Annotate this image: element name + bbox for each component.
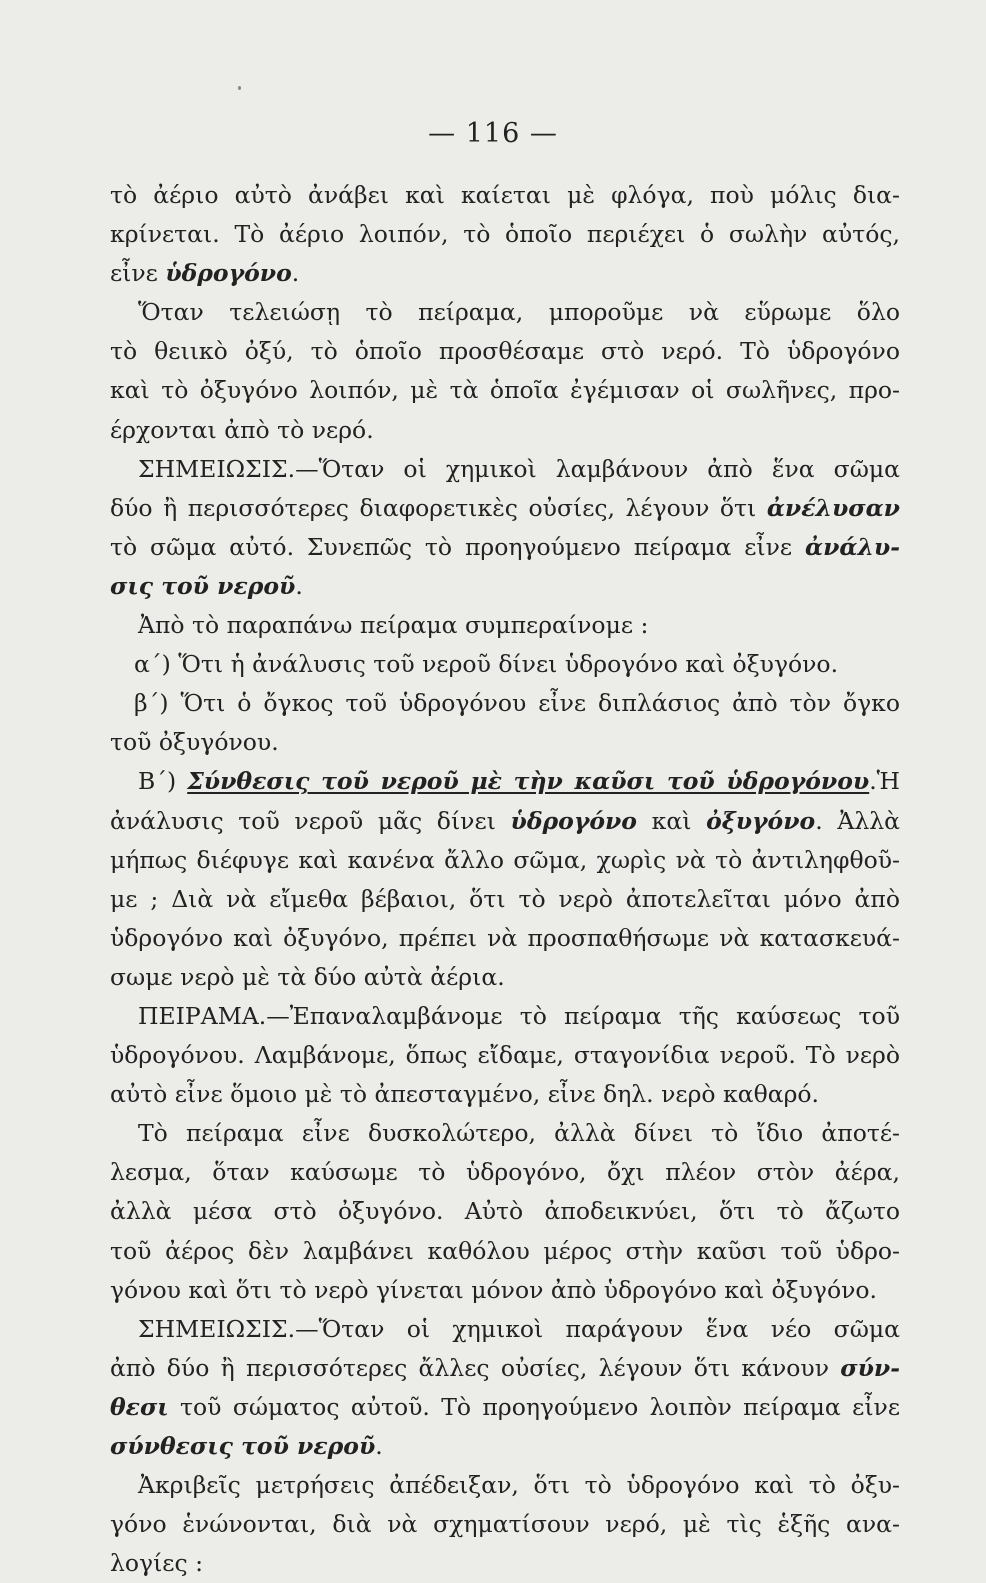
text-run: καὶ [636,806,707,835]
text-run: ὑδρογόνο καὶ ὀξυγόνο, πρέπει νὰ προσπαθήσωμε νὰ κατασκευά- [110,923,900,952]
text-line [110,1153,900,1192]
text-run: ΠΕΙΡΑΜΑ.—Ἐπαναλαμβάνομε τὸ πείραμα τῆς καύσεως τοῦ [138,1001,900,1030]
text-line [110,332,900,371]
text-run: ἀλλὰ μέσα στὸ ὀξυγόνο. Αὐτὸ ἀποδεικνύει, ὅτι τὸ ἄζωτο [110,1197,900,1226]
text-run: ἀνάλυσις τοῦ νεροῦ μᾶς δίνει [110,806,511,835]
text-line [110,293,900,332]
text-line [110,371,900,410]
text-line [110,919,900,958]
emphasis-text: σύνθεσις τοῦ νεροῦ [110,1432,376,1460]
text-line [110,1114,900,1153]
text-run: τοῦ σώματος αὐτοῦ. Τὸ προηγούμενο λοιπὸν πείραμα εἶνε [168,1392,900,1421]
emphasis-text: Σύνθεσις τοῦ νεροῦ μὲ τὴν καῦσι τοῦ ὑδρογόνου [187,767,870,796]
text-run: .Ἡ [869,767,900,796]
emphasis-text: ἀνέλυσαν [766,493,900,522]
text-run: δύο ἢ περισσότερες διαφορετικὲς οὐσίες, λέγουν ὅτι [110,493,767,522]
text-line [110,1310,900,1349]
text-run: . [291,259,300,288]
text-line [110,684,900,723]
text-run: γόνο ἑνώνονται, διὰ νὰ σχηματίσουν νερό, μὲ τὶς ἑξῆς ανα- [110,1510,900,1539]
text-line [110,802,900,841]
text-line [110,1075,900,1114]
text-run: λογίες : [110,1549,204,1578]
text-run: . Ἀλλὰ [815,806,900,835]
text-run: τοῦ ἀέρος δὲν λαμβάνει καθόλου μέρος στὴν καῦσι τοῦ ὑδρο- [110,1236,900,1265]
emphasis-text: θεσι [110,1392,169,1421]
text-line [110,1192,900,1231]
emphasis-text: ἀνάλυ- [804,532,900,561]
text-line [110,1505,900,1544]
text-line [110,411,900,450]
emphasis-text: ὑδρογόνο [165,259,292,288]
text-run: ἀπὸ δύο ἢ περισσότερες ἄλλες οὐσίες, λέγουν ὅτι κάνουν [110,1353,841,1382]
text-run: έρχονται ἀπὸ τὸ νερό. [110,415,374,444]
emphasis-text: σις τοῦ νεροῦ [110,571,296,600]
text-run: σωμε νερὸ μὲ τὰ δύο αὐτὰ ἀέρια. [110,962,505,991]
text-line [110,841,900,880]
text-line [110,489,900,528]
text-line [110,958,900,997]
text-line [110,254,900,293]
text-line [110,450,900,489]
text-line [110,997,900,1036]
text-run: . [375,1432,383,1460]
text-run: αὐτὸ εἶνε ὅμοιο μὲ τὸ ἀπεσταγμένο, εἶνε δηλ. νερὸ καθαρό. [110,1080,820,1109]
scan-speck [238,86,241,90]
text-run: α΄) Ὅτι ἡ ἀνάλυσις τοῦ νεροῦ δίνει ὑδρογόνο καὶ ὀξυγόνο. [134,650,839,679]
text-line [110,1466,900,1505]
text-run: β΄) Ὅτι ὁ ὄγκος τοῦ ὑδρογόνου εἶνε διπλάσιος ἀπὸ τὸν ὄγκο [134,689,900,718]
text-run: τὸ θειικὸ ὀξύ, τὸ ὁποῖο προσθέσαμε στὸ νερό. Τὸ ὑδρογόνο [110,337,900,366]
text-line [110,1544,900,1583]
text-run: τὸ ἀέριο αὐτὸ ἀνάβει καὶ καίεται μὲ φλόγα, ποὺ μόλις δια- [110,181,900,209]
text-run: τὸ σῶμα αὐτό. Συνεπῶς τὸ προηγούμενο πείραμα εἶνε [110,532,805,561]
text-run: κρίνεται. Τὸ ἀέριο λοιπόν, τὸ ὁποῖο περιέχει ὁ σωλὴν αὐτός, [110,220,900,249]
text-run: με ; Διὰ νὰ εἴμεθα βέβαιοι, ὅτι τὸ νερὸ ἀποτελεῖται μόνο ἀπὸ [110,884,900,913]
text-run: Β΄) [138,767,188,796]
text-run: Ὅταν τελειώσῃ τὸ πείραμα, μποροῦμε νὰ εὕρωμε ὅλο [138,298,900,327]
text-run: μήπως διέφυγε καὶ κανένα ἄλλο σῶμα, χωρὶς νὰ τὸ ἀντιληφθοῦ- [110,845,900,874]
text-line [110,528,900,567]
text-line [110,1271,900,1310]
text-line [110,176,900,215]
text-run: ὑδρογόνου. Λαμβάνομε, ὅπως εἴδαμε, σταγονίδια νεροῦ. Τὸ νερὸ [110,1041,900,1070]
text-line [110,215,900,254]
text-line [110,645,900,684]
text-run: λεσμα, ὅταν καύσωμε τὸ ὑδρογόνο, ὄχι πλέον στὸν ἀέρα, [110,1158,900,1187]
text-line [110,1427,900,1466]
text-line [110,762,900,801]
page-number: — 116 — [428,118,558,149]
text-line [110,1036,900,1075]
body-text [110,176,900,1583]
text-line [110,1388,900,1427]
text-line [110,1349,900,1388]
emphasis-text: σύν- [840,1353,900,1382]
text-run: τοῦ ὀξυγόνου. [110,728,279,757]
text-run: εἶνε [110,259,166,288]
emphasis-text: ὀξυγόνο [706,806,816,835]
text-run: γόνου καὶ ὅτι τὸ νερὸ γίνεται μόνον ἀπὸ ὑδρογόνο καὶ ὀξυγόνο. [110,1275,877,1304]
text-line [110,606,900,645]
text-run: ΣΗΜΕΙΩΣΙΣ.—Ὅταν οἱ χημικοὶ παράγουν ἕνα νέο σῶμα [138,1314,900,1343]
text-line [110,880,900,919]
text-line [110,567,900,606]
emphasis-text: ὑδρογόνο [510,806,637,835]
text-run: Ἀπὸ τὸ παραπάνω πείραμα συμπεραίνομε : [138,611,649,640]
text-line [110,1232,900,1271]
text-line [110,723,900,762]
text-run: . [295,571,303,600]
text-run: Τὸ πείραμα εἶνε δυσκολώτερο, ἀλλὰ δίνει τὸ ἴδιο ἀποτέ- [138,1119,900,1148]
text-run: Ἀκριβεῖς μετρήσεις ἀπέδειξαν, ὅτι τὸ ὑδρογόνο καὶ τὸ ὀξυ- [138,1471,900,1500]
text-run: καὶ τὸ ὀξυγόνο λοιπόν, μὲ τὰ ὁποῖα ἐγέμισαν οἱ σωλῆνες, προ- [110,376,900,405]
text-run: ΣΗΜΕΙΩΣΙΣ.—Ὅταν οἱ χημικοὶ λαμβάνουν ἀπὸ ἕνα σῶμα [138,454,900,483]
